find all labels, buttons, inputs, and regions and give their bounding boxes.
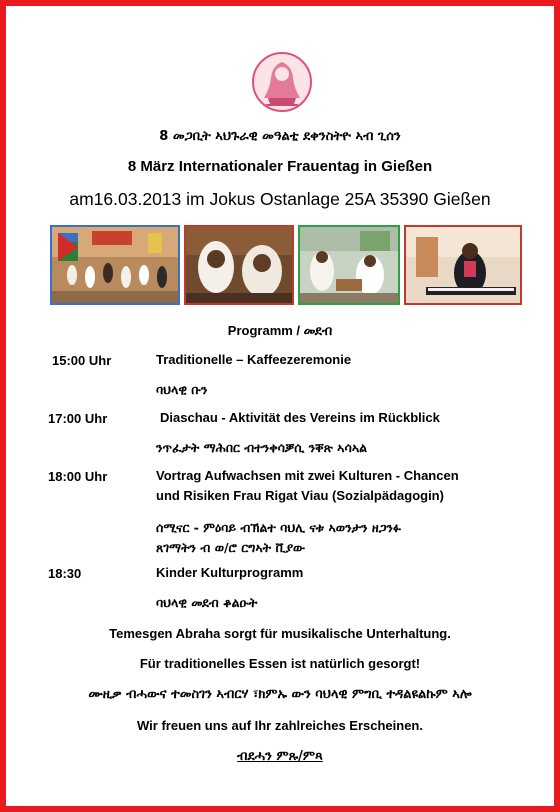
program-time: 18:30 xyxy=(48,566,82,581)
program-item-title: Traditionelle – Kaffeezeremonie xyxy=(156,352,352,367)
program-item-tigrinya: ባህላዊ መደብ ቆልዑት xyxy=(156,595,258,610)
program-item-title: Vortrag Aufwachsen mit zwei Kulturen - Chancen xyxy=(156,468,459,483)
program-item-tigrinya-line2: ጸገማትን ብ ወ/ሮ ርግኣት ቪያው xyxy=(156,540,306,555)
title-tigrinya: 8 መጋቢት ኣህጉራዊ መዓልቲ ደቀንስትዮ ኣብ ጊሰን xyxy=(159,129,401,144)
program-time: 17:00 Uhr xyxy=(48,411,108,426)
title-german: 8 März Internationaler Frauentag in Gießen xyxy=(127,158,433,175)
program-item-title: Kinder Kulturprogramm xyxy=(156,565,304,580)
association-logo xyxy=(252,52,312,112)
signature: ብደሓን ምጹ/ምጻ xyxy=(237,749,323,764)
food-note: Für traditionelles Essen ist natürlich gesorgt! xyxy=(139,656,421,671)
program-item-tigrinya: ሰሚናር - ምዕባይ ብኽልተ ባህሊ ናቱ ኣወንታን ዘጋንፉ xyxy=(156,520,402,535)
photo-women-coffee xyxy=(184,225,294,305)
program-item-tigrinya: ንጥፈታት ማሕበር ብተንቀሳቓሲ ንቐጽ ኣሳኣል xyxy=(156,440,368,455)
photo-musician-keyboard xyxy=(404,225,522,305)
event-date-location: am16.03.2013 im Jokus Ostanlage 25A 35390 Gießen xyxy=(69,189,491,209)
program-item-title-line2: und Risiken Frau Rigat Viau (Sozialpädagogin) xyxy=(156,488,444,503)
photo-ceremony-table xyxy=(298,225,400,305)
program-time: 18:00 Uhr xyxy=(48,469,108,484)
tigrinya-note: ሙዚቃ ብሓውና ተመስገን ኣብርሃ ፣ክምኡ ውን ባህላዊ ምግቢ ተዳልዩልኩም ኣሎ xyxy=(88,687,472,702)
program-item-tigrinya: ባህላዊ ቡን xyxy=(156,382,208,397)
program-title: Programm / መደብ xyxy=(227,323,333,338)
program-time: 15:00 Uhr xyxy=(52,353,112,368)
music-note: Temesgen Abraha sorgt für musikalische Unterhaltung. xyxy=(109,626,451,641)
photo-children-dance xyxy=(50,225,180,305)
closing-note: Wir freuen uns auf Ihr zahlreiches Erscheinen. xyxy=(137,718,423,733)
woman-silhouette-icon xyxy=(254,54,310,110)
program-item-title: Diaschau - Aktivität des Vereins im Rückblick xyxy=(160,410,440,425)
